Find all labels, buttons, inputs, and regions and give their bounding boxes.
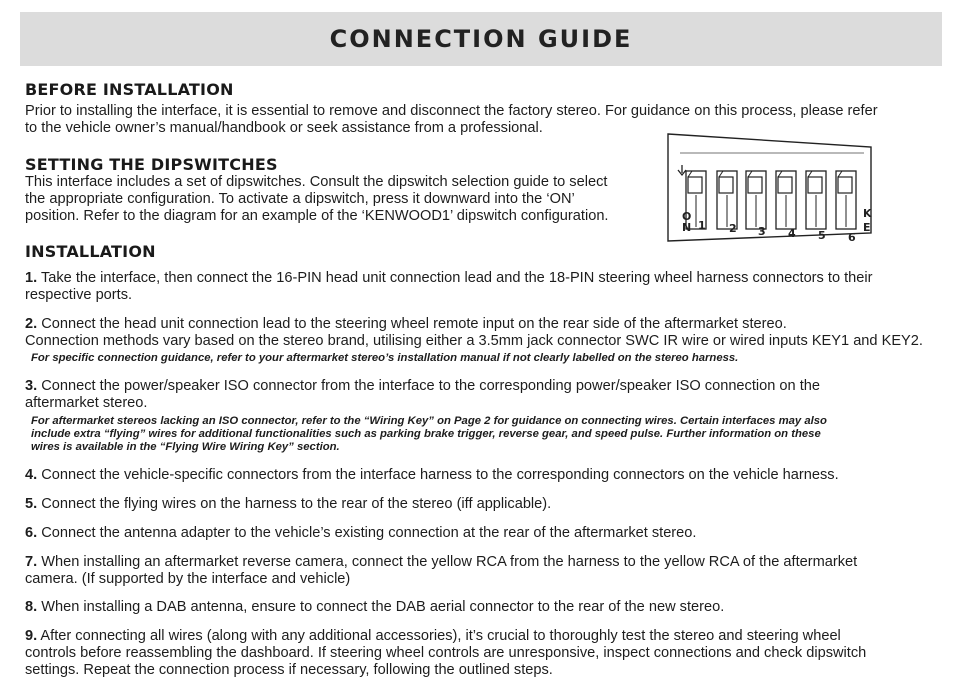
step-9-line-2: controls before reassembling the dashboard. If steering wheel controls are unresponsive, inspect connections and check dipswitch: [25, 645, 867, 661]
step-text: When installing an aftermarket reverse camera, connect the yellow RCA from the harness to the yellow RCA of the aftermarket: [37, 554, 858, 570]
step-6-line-1: [25, 525, 696, 542]
step-number: 5.: [25, 496, 38, 512]
step-4-line-1: [25, 467, 839, 484]
on-label-o: O: [682, 210, 692, 223]
switch-number: 2: [729, 222, 737, 235]
step-3-line-1: [25, 378, 820, 395]
step-3-note-line-3: wires is available in the “Flying Wire Wiring Key” section.: [31, 441, 340, 453]
step-2-note: For specific connection guidance, refer to your aftermarket stereo’s installation manual if not clearly labelled on the stereo harness.: [31, 352, 739, 364]
before-installation-heading: BEFORE INSTALLATION: [25, 80, 234, 99]
step-3-note-line-1: For aftermarket stereos lacking an ISO connector, refer to the “Wiring Key” on Page 2 for guidance on connecting wires. Certain interfaces may also: [31, 415, 827, 427]
step-number: 4.: [25, 467, 38, 483]
dipswitch-3: [746, 171, 766, 229]
switch-number: 6: [848, 231, 856, 244]
title-bar: [20, 12, 942, 66]
dipswitch-6: [836, 171, 856, 229]
switch-number: 4: [788, 227, 796, 240]
switch-number: 5: [818, 229, 826, 242]
step-3-note-line-2: include extra “flying” wires for additional functionalities such as parking brake trigger, reverse gear, and speed pulse. Further information on these: [31, 428, 821, 440]
step-2-line-2: Connection methods vary based on the stereo brand, utilising either a 3.5mm jack connector SWC IR wire or wired inputs KEY1 and KEY2.: [25, 333, 923, 349]
dipswitch-5: [806, 171, 826, 229]
dipswitches-heading: SETTING THE DIPSWITCHES: [25, 155, 278, 174]
step-text: Connect the flying wires on the harness to the rear of the stereo (iff applicable).: [37, 496, 552, 512]
step-text: When installing a DAB antenna, ensure to connect the DAB aerial connector to the rear of the new stereo.: [37, 599, 725, 615]
step-1-line-1: [25, 270, 873, 287]
dipswitches-line-2: the appropriate configuration. To activate a dipswitch, press it downward into the ‘ON’: [25, 191, 575, 207]
ke-label-k: K: [863, 207, 872, 220]
step-number: 2.: [25, 316, 38, 332]
step-text: Connect the antenna adapter to the vehicle’s existing connection at the rear of the aftermarket stereo.: [37, 525, 697, 541]
step-number: 6.: [25, 525, 38, 541]
installation-heading: INSTALLATION: [25, 242, 156, 261]
step-number: 3.: [25, 378, 38, 394]
step-9-line-1: [25, 628, 841, 645]
switch-knob: [838, 177, 852, 193]
step-number: 1.: [25, 270, 38, 286]
switch-knob: [748, 177, 762, 193]
switch-number: 1: [698, 219, 706, 232]
step-number: 9.: [25, 628, 38, 644]
dipswitch-diagram: [666, 133, 878, 247]
switch-knob: [688, 177, 702, 193]
step-7-line-1: [25, 554, 857, 571]
dipswitches-line-3: position. Refer to the diagram for an example of the ‘KENWOOD1’ dipswitch configuration.: [25, 208, 609, 224]
dipswitch-2: [717, 171, 737, 229]
step-5-line-1: [25, 496, 551, 513]
step-text: After connecting all wires (along with any additional accessories), it’s crucial to thoroughly test the stereo and steering wheel: [37, 628, 841, 644]
before-installation-line-2: to the vehicle owner’s manual/handbook or seek assistance from a professional.: [25, 120, 543, 136]
on-label-n: N: [682, 221, 692, 234]
step-1-line-2: respective ports.: [25, 287, 133, 303]
step-number: 8.: [25, 599, 38, 615]
dipswitch-4: [776, 171, 796, 229]
step-3-line-2: aftermarket stereo.: [25, 395, 148, 411]
step-text: Connect the vehicle-specific connectors from the interface harness to the corresponding connectors on the vehicle harness.: [37, 467, 839, 483]
step-8-line-1: [25, 599, 724, 616]
step-9-line-3: settings. Repeat the connection process if necessary, following the outlined steps.: [25, 662, 553, 678]
switch-knob: [778, 177, 792, 193]
step-text: Take the interface, then connect the 16-PIN head unit connection lead and the 18-PIN steering wheel harness connectors to their: [37, 270, 873, 286]
step-text: Connect the power/speaker ISO connector from the interface to the corresponding power/speaker ISO connection on the: [37, 378, 821, 394]
step-number: 7.: [25, 554, 38, 570]
switch-number: 3: [758, 225, 766, 238]
dipswitches-line-1: This interface includes a set of dipswitches. Consult the dipswitch selection guide to select: [25, 174, 608, 190]
page-title: CONNECTION GUIDE: [329, 25, 633, 53]
step-7-line-2: camera. (If supported by the interface and vehicle): [25, 571, 351, 587]
step-2-line-1: [25, 316, 787, 333]
step-text: Connect the head unit connection lead to the steering wheel remote input on the rear side of the aftermarket stereo.: [37, 316, 787, 332]
before-installation-line-1: Prior to installing the interface, it is essential to remove and disconnect the factory stereo. For guidance on this process, please refer: [25, 103, 878, 119]
ke-label-e: E: [863, 221, 871, 234]
switch-knob: [719, 177, 733, 193]
switch-knob: [808, 177, 822, 193]
